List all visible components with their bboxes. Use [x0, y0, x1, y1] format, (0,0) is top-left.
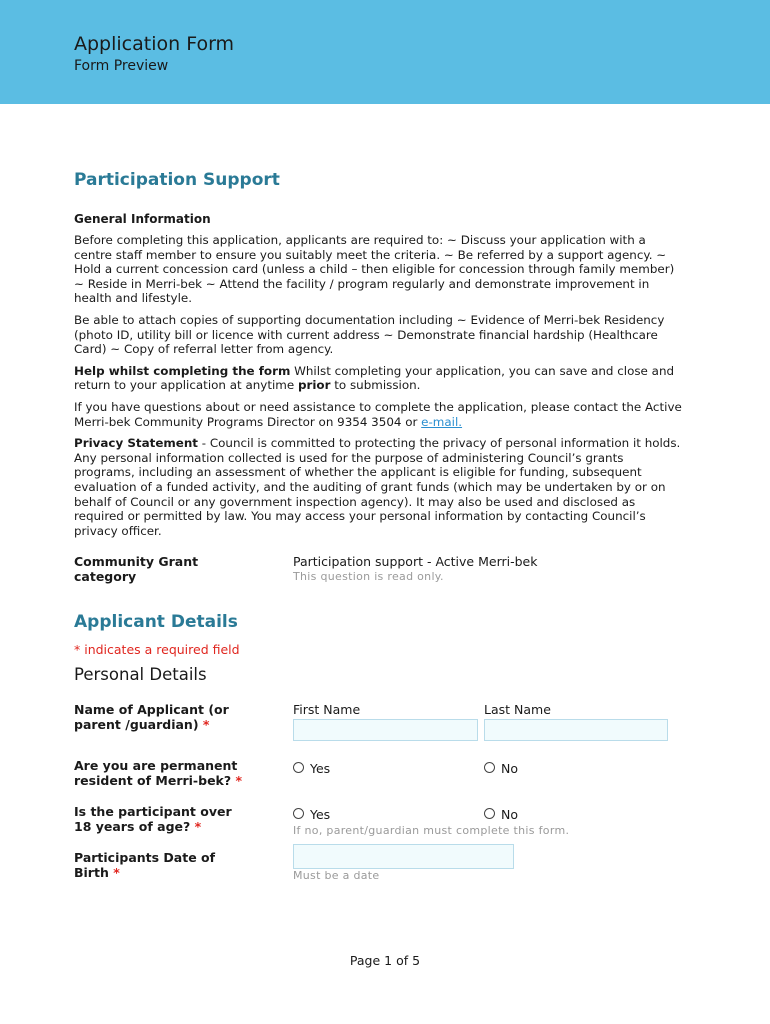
required-asterisk: *	[194, 819, 202, 835]
over-18-yes-option[interactable]: Yes	[293, 804, 569, 823]
radio-icon[interactable]	[484, 808, 495, 819]
help-paragraph	[74, 364, 684, 393]
form-content	[74, 170, 684, 900]
help-text-b: to submission.	[330, 378, 421, 393]
last-name-label: Last Name	[484, 702, 551, 718]
requirements-paragraph: Before completing this application, applicants are required to: ~ Discuss your application with a centre staff member to ensure you suitably meet the criteria. ~ Be referred by a support agency. ~ Hold a current concession card (unless a child – then eligible for concession through family member) ~ Reside in Merri-bek ~ Attend the facility / program regularly and demonstrate improvement in health and lifestyle.	[74, 233, 675, 306]
questions-text: If you have questions about or need assistance to complete the application, please contact the Active Merri-bek Community Programs Director on 9354 3504 or	[74, 399, 682, 429]
questions-paragraph	[74, 400, 684, 429]
page-indicator: Page 1 of 5	[349, 953, 421, 968]
dob-input[interactable]	[293, 844, 514, 869]
dob-row	[74, 850, 684, 900]
form-subtitle: Form Preview	[74, 58, 169, 74]
radio-icon[interactable]	[484, 762, 495, 773]
applicant-name-row	[74, 702, 684, 758]
help-text-a: Whilst completing your application, you can save and close and return to your application at anytime	[74, 363, 675, 393]
dob-label: Participants Date of Birth *	[74, 850, 216, 881]
applicant-name-label: Name of Applicant (or parent /guardian) *	[74, 702, 229, 733]
documentation-paragraph: Be able to attach copies of supporting documentation including ~ Evidence of Merri-bek Residency (photo ID, utility bill or licence with current address ~ Demonstrate financial hardship (Healthcare Card) ~ Copy of referral letter from agency.	[74, 312, 665, 357]
dob-hint: Must be a date	[293, 869, 380, 883]
resident-no-option[interactable]: No	[484, 758, 518, 777]
privacy-paragraph	[74, 436, 684, 538]
form-title: Application Form	[74, 33, 235, 55]
privacy-text: - Council is committed to protecting the privacy of personal information it holds. Any personal information collected is used for the purpose of administering Council’s grants programs, including an assessment of whether the applicant is eligible for funding, subsequent evaluation of a funded activity, and the auditing of grant funds (which may be undertaken by or on behalf of Council or any government inspection agency). It may also be used and disclosed as required or permitted by law. You may access your personal information by contacting Council’s privacy officer.	[74, 436, 681, 538]
radio-icon[interactable]	[293, 762, 304, 773]
privacy-heading: Privacy Statement	[74, 436, 198, 451]
over-18-no-option[interactable]: No	[484, 804, 518, 823]
radio-icon[interactable]	[293, 808, 304, 819]
required-field-note: * indicates a required field	[74, 642, 240, 658]
grant-category-row	[74, 554, 684, 612]
header-banner	[0, 0, 770, 104]
grant-category-hint: This question is read only.	[293, 570, 444, 584]
resident-yes-option[interactable]: Yes	[293, 758, 330, 777]
email-link[interactable]: e-mail.	[421, 414, 463, 429]
grant-category-value: Participation support - Active Merri-bek	[293, 554, 538, 570]
required-asterisk: *	[235, 773, 243, 789]
general-information-heading: General Information	[74, 212, 211, 226]
permanent-resident-label: Are you are permanent resident of Merri-bek? *	[74, 758, 243, 789]
first-name-input[interactable]	[293, 719, 478, 741]
over-18-label: Is the participant over 18 years of age? *	[74, 804, 232, 835]
personal-details-heading: Personal Details	[74, 665, 207, 685]
grant-category-label: Community Grant category	[74, 554, 199, 585]
help-prior: prior	[297, 378, 331, 393]
help-heading: Help whilst completing the form	[74, 363, 291, 378]
section-title-applicant-details: Applicant Details	[74, 612, 238, 633]
required-asterisk: *	[202, 717, 210, 733]
over-18-hint: If no, parent/guardian must complete this form.	[293, 824, 570, 838]
last-name-input[interactable]	[484, 719, 668, 741]
section-title-participation-support: Participation Support	[74, 170, 280, 190]
permanent-resident-row	[74, 758, 684, 804]
first-name-label: First Name	[293, 702, 361, 718]
required-asterisk: *	[113, 865, 120, 881]
